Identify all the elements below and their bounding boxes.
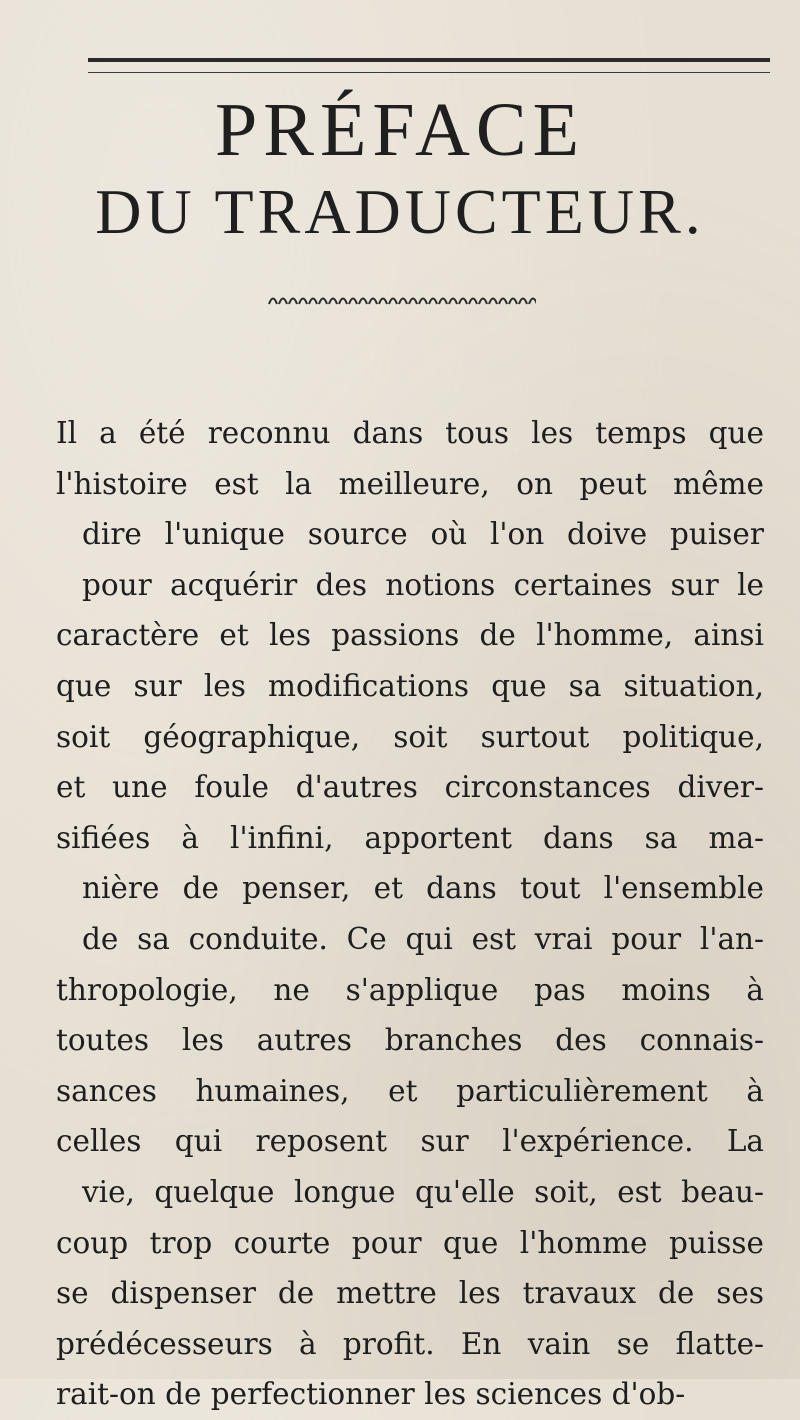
- text-line: l'histoire est la meilleure, on peut même: [56, 466, 764, 501]
- text-line: dire l'unique source où l'on doive puiser: [82, 517, 764, 552]
- body-paragraph: [56, 408, 764, 1420]
- text-line: que sur les modifications que sa situation,: [56, 668, 764, 703]
- text-line: thropologie, ne s'applique pas moins à: [56, 972, 764, 1007]
- text-line: de sa conduite. Ce qui est vrai pour l'an-: [82, 921, 764, 956]
- text-line: se dispenser de mettre les travaux de ses: [56, 1276, 764, 1311]
- text-line: caractère et les passions de l'homme, ainsi: [56, 618, 764, 653]
- page-subtitle: DU TRADUCTEUR.: [95, 176, 705, 247]
- text-line: sances humaines, et particulièrement à: [56, 1073, 764, 1108]
- text-line: coup trop courte pour que l'homme puisse: [56, 1225, 764, 1260]
- ornament-divider: [268, 292, 536, 306]
- text-line: rait-on de perfectionner les sciences d'ob-: [56, 1377, 686, 1412]
- top-double-rule: [88, 58, 770, 73]
- text-line: vie, quelque longue qu'elle soit, est beau-: [82, 1174, 764, 1209]
- text-line: sifiées à l'infini, apportent dans sa ma-: [56, 820, 764, 855]
- text-line: toutes les autres branches des connais-: [56, 1023, 764, 1058]
- text-line: nière de penser, et dans tout l'ensemble: [82, 871, 764, 906]
- page-title: PRÉFACE: [214, 88, 585, 172]
- text-line: celles qui reposent sur l'expérience. La: [56, 1124, 764, 1159]
- text-line: prédécesseurs à profit. En vain se flatte-: [56, 1326, 764, 1361]
- text-line: et une foule d'autres circonstances diver-: [56, 770, 764, 805]
- text-line: soit géographique, soit surtout politique,: [56, 719, 764, 754]
- text-line: Il a été reconnu dans tous les temps que: [56, 416, 764, 450]
- text-line: pour acquérir des notions certaines sur le: [82, 567, 764, 602]
